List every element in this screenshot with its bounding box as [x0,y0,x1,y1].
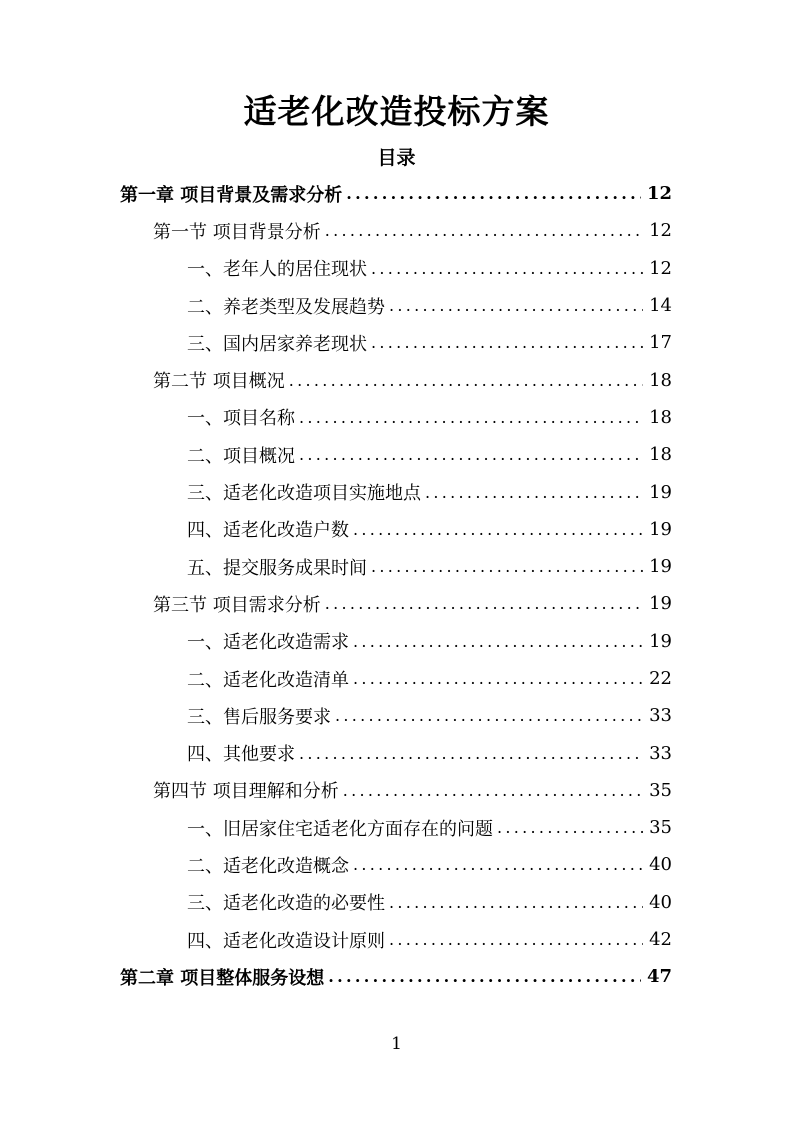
toc-entry-page: 18 [649,369,672,391]
toc-entry-title: 二、适老化改造清单 [187,669,349,691]
toc-entry-page: 19 [649,630,672,652]
toc-dot-leader [371,333,643,352]
toc-dot-leader [299,408,643,427]
toc-subsection-entry[interactable] [0,511,793,548]
toc-section-entry[interactable] [0,212,793,249]
toc-dot-leader [371,557,643,576]
toc-subsection-entry[interactable] [0,436,793,473]
toc-entry-title: 三、适老化改造项目实施地点 [187,483,421,505]
toc-entry-page: 18 [649,444,672,466]
toc-dot-leader [353,632,643,651]
toc-entry-page: 33 [649,705,672,727]
toc-entry-title: 二、适老化改造概念 [187,855,349,877]
toc-entry-title: 第一节 项目背景分析 [153,221,321,243]
toc-entry-title: 第一章 项目背景及需求分析 [120,184,343,206]
toc-entry-title: 第四节 项目理解和分析 [153,781,339,803]
toc-dot-leader [335,706,643,725]
toc-subsection-entry[interactable] [0,473,793,510]
toc-heading: 目录 [377,147,416,169]
toc-dot-leader [389,893,643,912]
toc-entry-title: 一、旧居家住宅适老化方面存在的问题 [187,818,493,840]
toc-entry-page: 18 [649,406,672,428]
toc-dot-leader [325,594,643,613]
toc-entry-page: 35 [649,817,672,839]
toc-chapter-entry[interactable] [0,958,793,995]
toc-section-entry[interactable] [0,772,793,809]
toc-dot-leader [325,221,643,240]
toc-entry-page: 35 [649,779,672,801]
toc-entry-page: 19 [649,593,672,615]
toc-subsection-entry[interactable] [0,623,793,660]
toc-dot-leader [353,520,643,539]
toc-entry-page: 19 [649,556,672,578]
toc-dot-leader [299,744,643,763]
toc-subsection-entry[interactable] [0,250,793,287]
toc-dot-leader [353,669,643,688]
toc-entry-title: 三、国内居家养老现状 [187,333,367,355]
toc-entry-title: 五、提交服务成果时间 [187,557,367,579]
toc-entry-title: 一、适老化改造需求 [187,632,349,654]
toc-subsection-entry[interactable] [0,399,793,436]
toc-entry-page: 42 [649,929,672,951]
toc-entry-title: 四、适老化改造户数 [187,520,349,542]
toc-entry-page: 47 [646,966,672,988]
toc-entry-title: 四、其他要求 [187,744,295,766]
toc-entry-title: 第二节 项目概况 [153,371,285,393]
toc-subsection-entry[interactable] [0,734,793,771]
toc-dot-leader [389,930,643,949]
toc-entry-title: 第三节 项目需求分析 [153,594,321,616]
toc-entry-page: 33 [649,742,672,764]
toc-dot-leader [299,445,643,464]
toc-dot-leader [497,818,643,837]
table-of-contents [0,175,793,996]
toc-subsection-entry[interactable] [0,697,793,734]
toc-section-entry[interactable] [0,585,793,622]
toc-subsection-entry[interactable] [0,548,793,585]
toc-dot-leader [371,259,643,278]
toc-entry-page: 12 [649,257,672,279]
toc-dot-leader [353,855,643,874]
toc-entry-title: 四、适老化改造设计原则 [187,930,385,952]
toc-subsection-entry[interactable] [0,921,793,958]
toc-subsection-entry[interactable] [0,846,793,883]
toc-dot-leader [389,296,643,315]
toc-dot-leader [289,371,643,390]
page-number: 1 [391,1034,402,1054]
toc-entry-title: 三、售后服务要求 [187,706,331,728]
toc-subsection-entry[interactable] [0,324,793,361]
toc-entry-page: 22 [649,668,672,689]
toc-subsection-entry[interactable] [0,884,793,921]
toc-section-entry[interactable] [0,361,793,398]
toc-entry-title: 三、适老化改造的必要性 [187,893,385,915]
toc-entry-title: 第二章 项目整体服务设想 [120,967,325,989]
toc-dot-leader [328,967,641,986]
toc-entry-title: 二、项目概况 [187,445,295,467]
document-title: 适老化改造投标方案 [243,92,550,131]
toc-entry-page: 17 [649,332,672,354]
toc-subsection-entry[interactable] [0,809,793,846]
toc-entry-page: 40 [649,854,672,876]
toc-dot-leader [425,483,643,502]
toc-entry-title: 一、老年人的居住现状 [187,259,367,281]
toc-chapter-entry[interactable] [0,175,793,212]
toc-entry-page: 12 [646,183,672,205]
toc-entry-page: 19 [649,481,672,503]
toc-entry-title: 一、项目名称 [187,408,295,430]
toc-subsection-entry[interactable] [0,660,793,697]
toc-entry-page: 40 [649,891,672,913]
toc-dot-leader [346,184,641,203]
toc-entry-page: 19 [649,518,672,540]
toc-entry-page: 12 [649,220,672,242]
toc-subsection-entry[interactable] [0,287,793,324]
toc-dot-leader [343,781,643,800]
toc-entry-page: 14 [649,295,672,317]
toc-entry-title: 二、养老类型及发展趋势 [187,296,385,318]
